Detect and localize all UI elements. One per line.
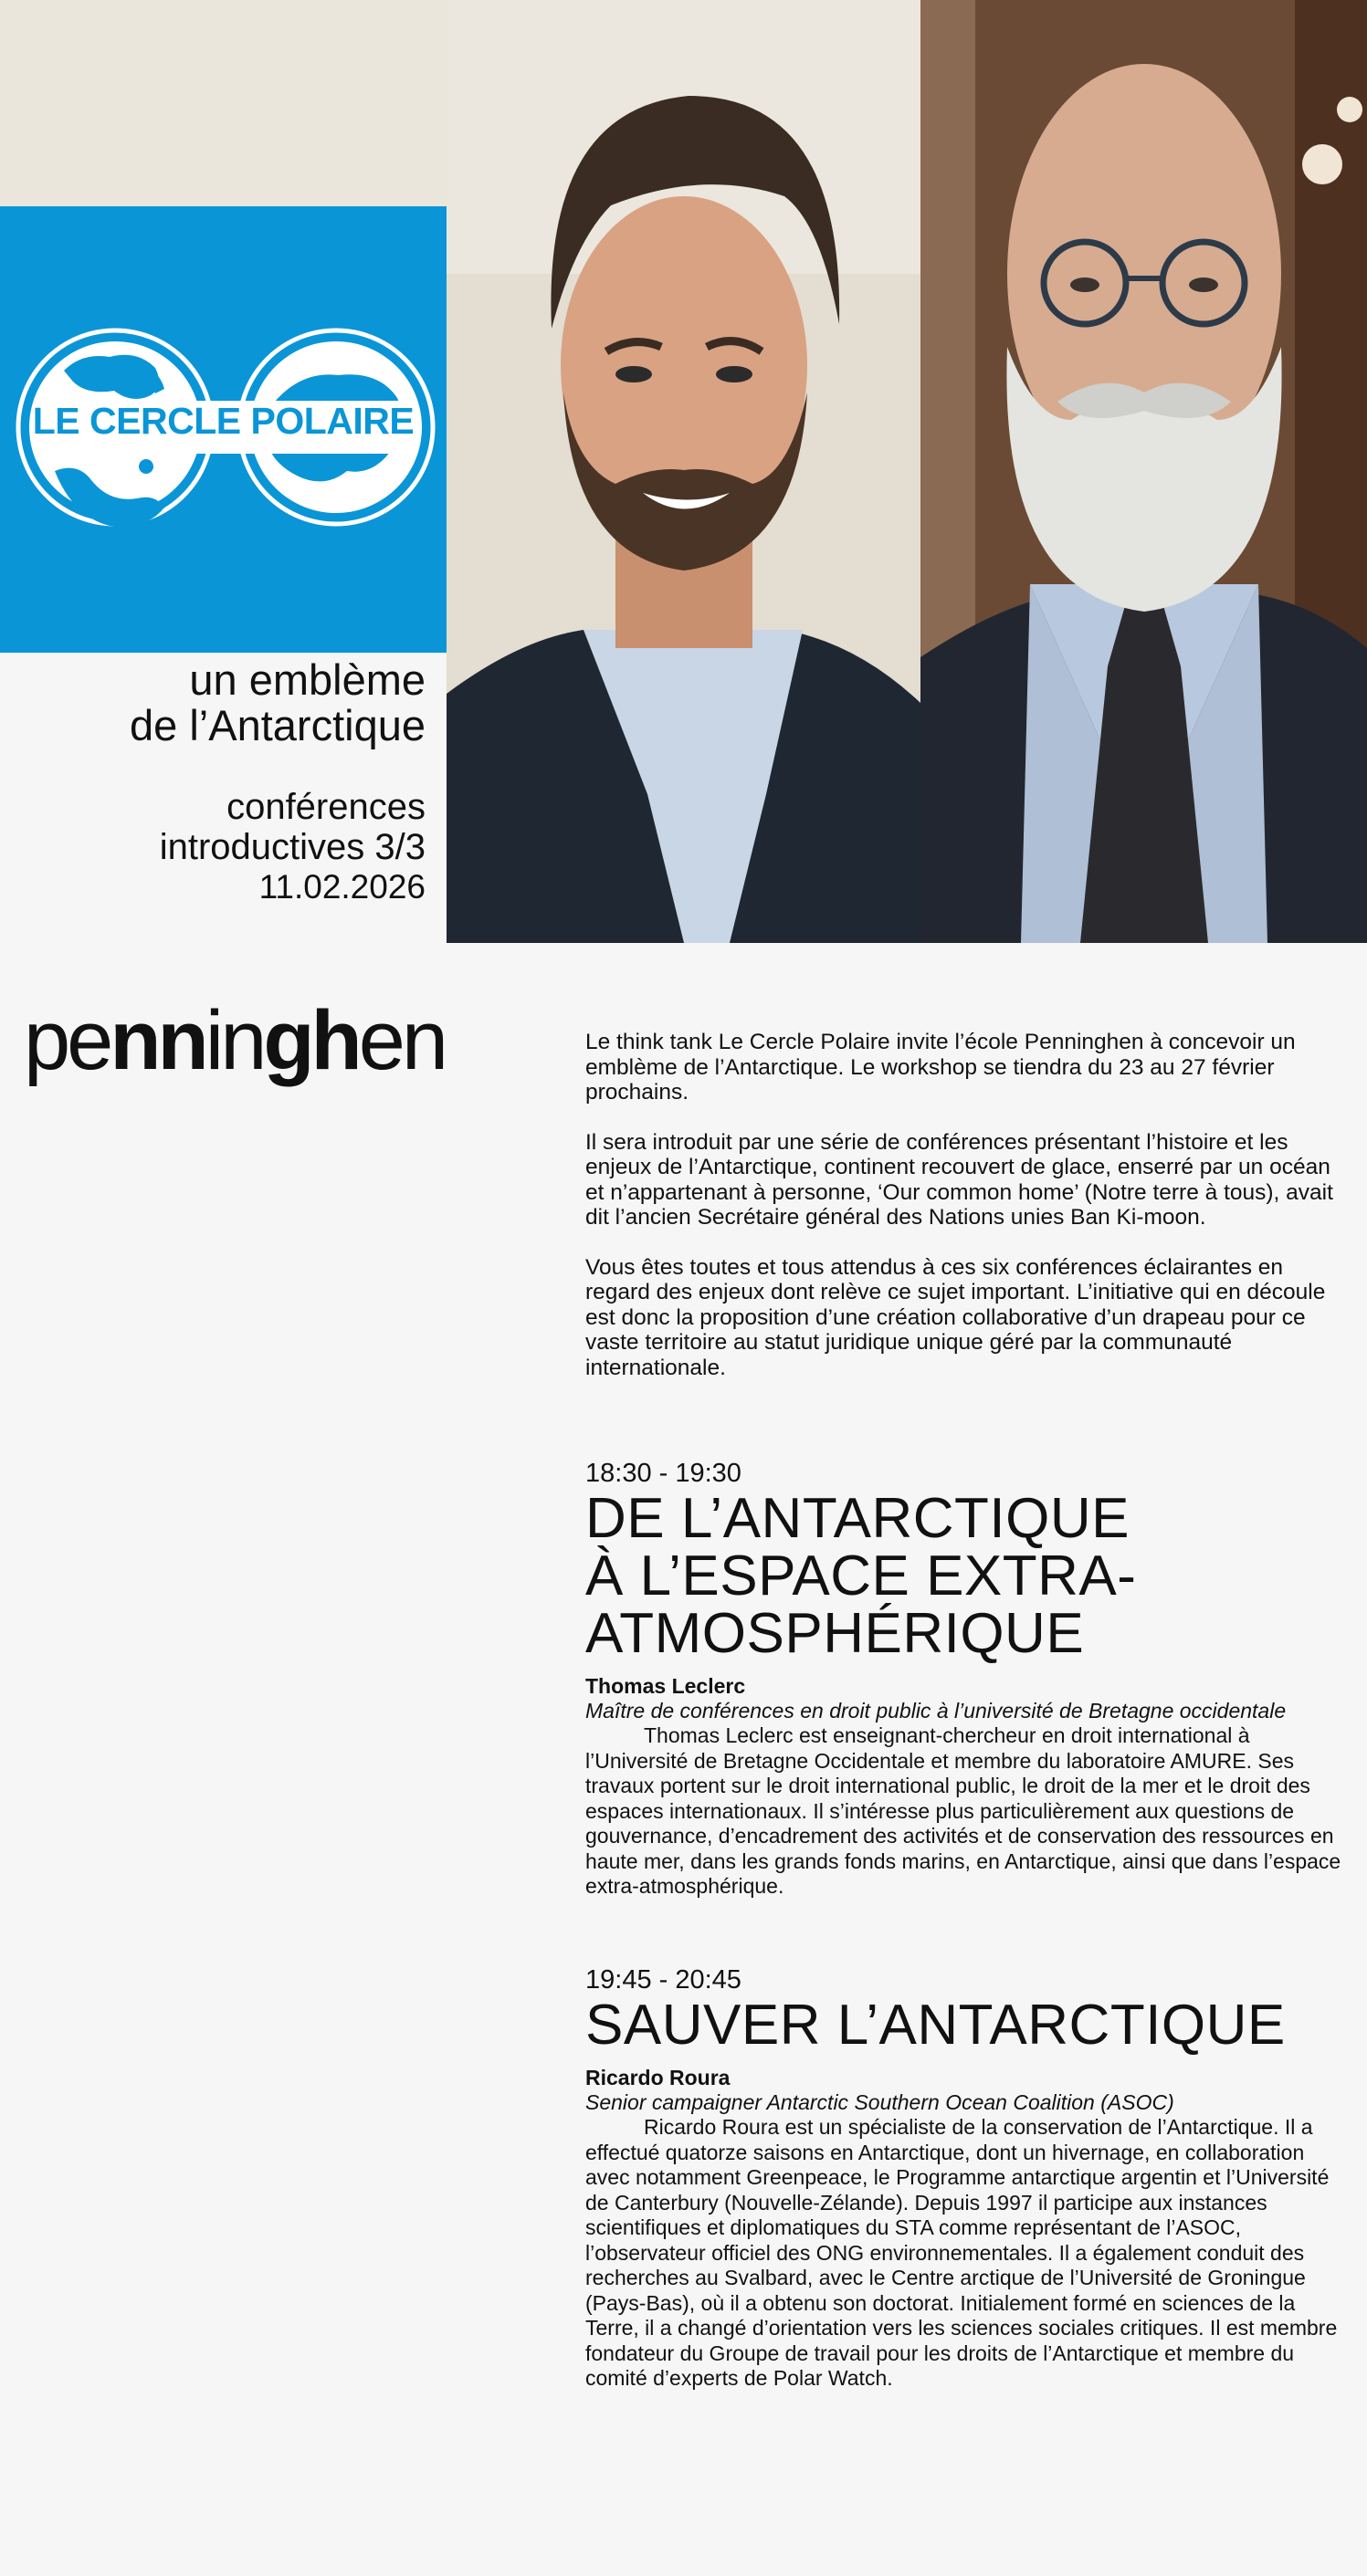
brand-part: in xyxy=(205,994,264,1087)
intro-paragraph: Vous êtes toutes et tous attendus à ces six conférences éclairantes en regard des enjeux dont relève ce sujet important. L’initiative qui en découle est donc la proposition d’une création collaborative d’un drapeau pour ce vaste territoire au statut juridique unique géré par la communauté internationale. xyxy=(585,1254,1326,1380)
penninghen-logo xyxy=(24,995,445,1086)
conference-line-2: introductives 3/3 xyxy=(159,827,426,867)
brand-part-bold: nn xyxy=(110,994,205,1087)
conference-info xyxy=(160,787,426,907)
speaker-bio: Thomas Leclerc est enseignant-chercheur en droit international à l’Université de Bretagne Occidentale et membre du laboratoire AMURE. Ses travaux portent sur le droit international public, le droit de la mer et le droit des espaces internationaux. Il s’intéresse plus particulièrement aux questions de gouvernance, d’encadrement des activités et de conservation des ressources en haute mer, dans les grands fonds marins, en Antarctique, ainsi que dans l’espace extra-atmosphérique. xyxy=(585,1723,1341,1898)
conference-line-1: conférences xyxy=(226,787,426,827)
speaker-photo-thomas-leclerc xyxy=(447,0,920,943)
speaker-name: Ricardo Roura xyxy=(585,2066,731,2089)
banner-beige-strip xyxy=(0,0,447,206)
speaker-role: Maître de conférences en droit public à l’université de Bretagne occidentale xyxy=(585,1699,1287,1723)
session-time: 18:30 - 19:30 xyxy=(585,1459,741,1488)
session-title xyxy=(585,1994,1343,2057)
emblem-line-2: de l’Antarctique xyxy=(130,701,426,749)
emblem-line-1: un emblème xyxy=(189,655,426,704)
intro-paragraph: Il sera introduit par une série de conférences présentant l’histoire et les enjeux de l’Antarctique, continent recouvert de glace, enserré par un océan et n’appartenant à personne, ‘Our common home’ (Notre terre à tous), avait dit l’ancien Secrétaire général des Nations unies Ban Ki-moon. xyxy=(585,1129,1333,1230)
session-2 xyxy=(585,1965,1343,2392)
emblem-heading xyxy=(130,657,426,749)
portrait-image xyxy=(920,0,1367,943)
session-title-line: DE L’ANTARCTIQUE xyxy=(585,1487,1130,1550)
intro-text xyxy=(585,1030,1343,1380)
speaker-bio: Ricardo Roura est un spécialiste de la conservation de l’Antarctique. Il a effectué quatorze saisons en Antarctique, dont un hivernage, en collaboration avec notamment Greenpeace, le Programme antarctique argentin et l’Université de Canterbury (Nouvelle-Zélande). Depuis 1997 il participe aux instances scientifiques et diplomatiques du STA comme représentant de l’ASOC, l’observateur officiel des ONG environnementales. Il a également conduit des recherches au Svalbard, avec le Centre arctique de l’Université de Groningue (Pays-Bas), où il a obtenu son doctorat. Initialement formé en sciences de la Terre, il a changé d’orientation vers les sciences sociales critiques. Il est membre fondateur du Groupe de travail pour les droits de l’Antarctique et membre du comité d’experts de Polar Watch. xyxy=(585,2115,1338,2390)
session-title-line: À L’ESPACE EXTRA- xyxy=(585,1545,1137,1607)
conference-date: 11.02.2026 xyxy=(258,868,426,906)
speaker-photo-ricardo-roura xyxy=(920,0,1367,943)
session-time: 19:45 - 20:45 xyxy=(585,1965,741,1995)
main-content xyxy=(585,1030,1343,2390)
cercle-polaire-logo xyxy=(0,206,447,653)
logo-text: LE CERCLE POLAIRE xyxy=(32,400,415,442)
session-title-line: ATMOSPHÉRIQUE xyxy=(585,1602,1085,1665)
intro-paragraph: Le think tank Le Cercle Polaire invite l’école Penninghen à concevoir un emblème de l’Antarctique. Le workshop se tiendra du 23 au 27 février prochains. xyxy=(585,1030,1296,1105)
brand-part-bold: gh xyxy=(263,994,359,1087)
speaker-role: Senior campaigner Antarctic Southern Ocean Coalition (ASOC) xyxy=(585,2090,1174,2114)
session-title xyxy=(585,1487,1343,1665)
session-title-line: SAUVER L’ANTARCTIQUE xyxy=(585,1994,1286,2057)
session-1 xyxy=(585,1459,1343,1900)
portrait-image xyxy=(447,0,920,943)
brand-part: pe xyxy=(24,994,110,1087)
brand-part: en xyxy=(358,994,446,1087)
speaker-name: Thomas Leclerc xyxy=(585,1674,746,1698)
